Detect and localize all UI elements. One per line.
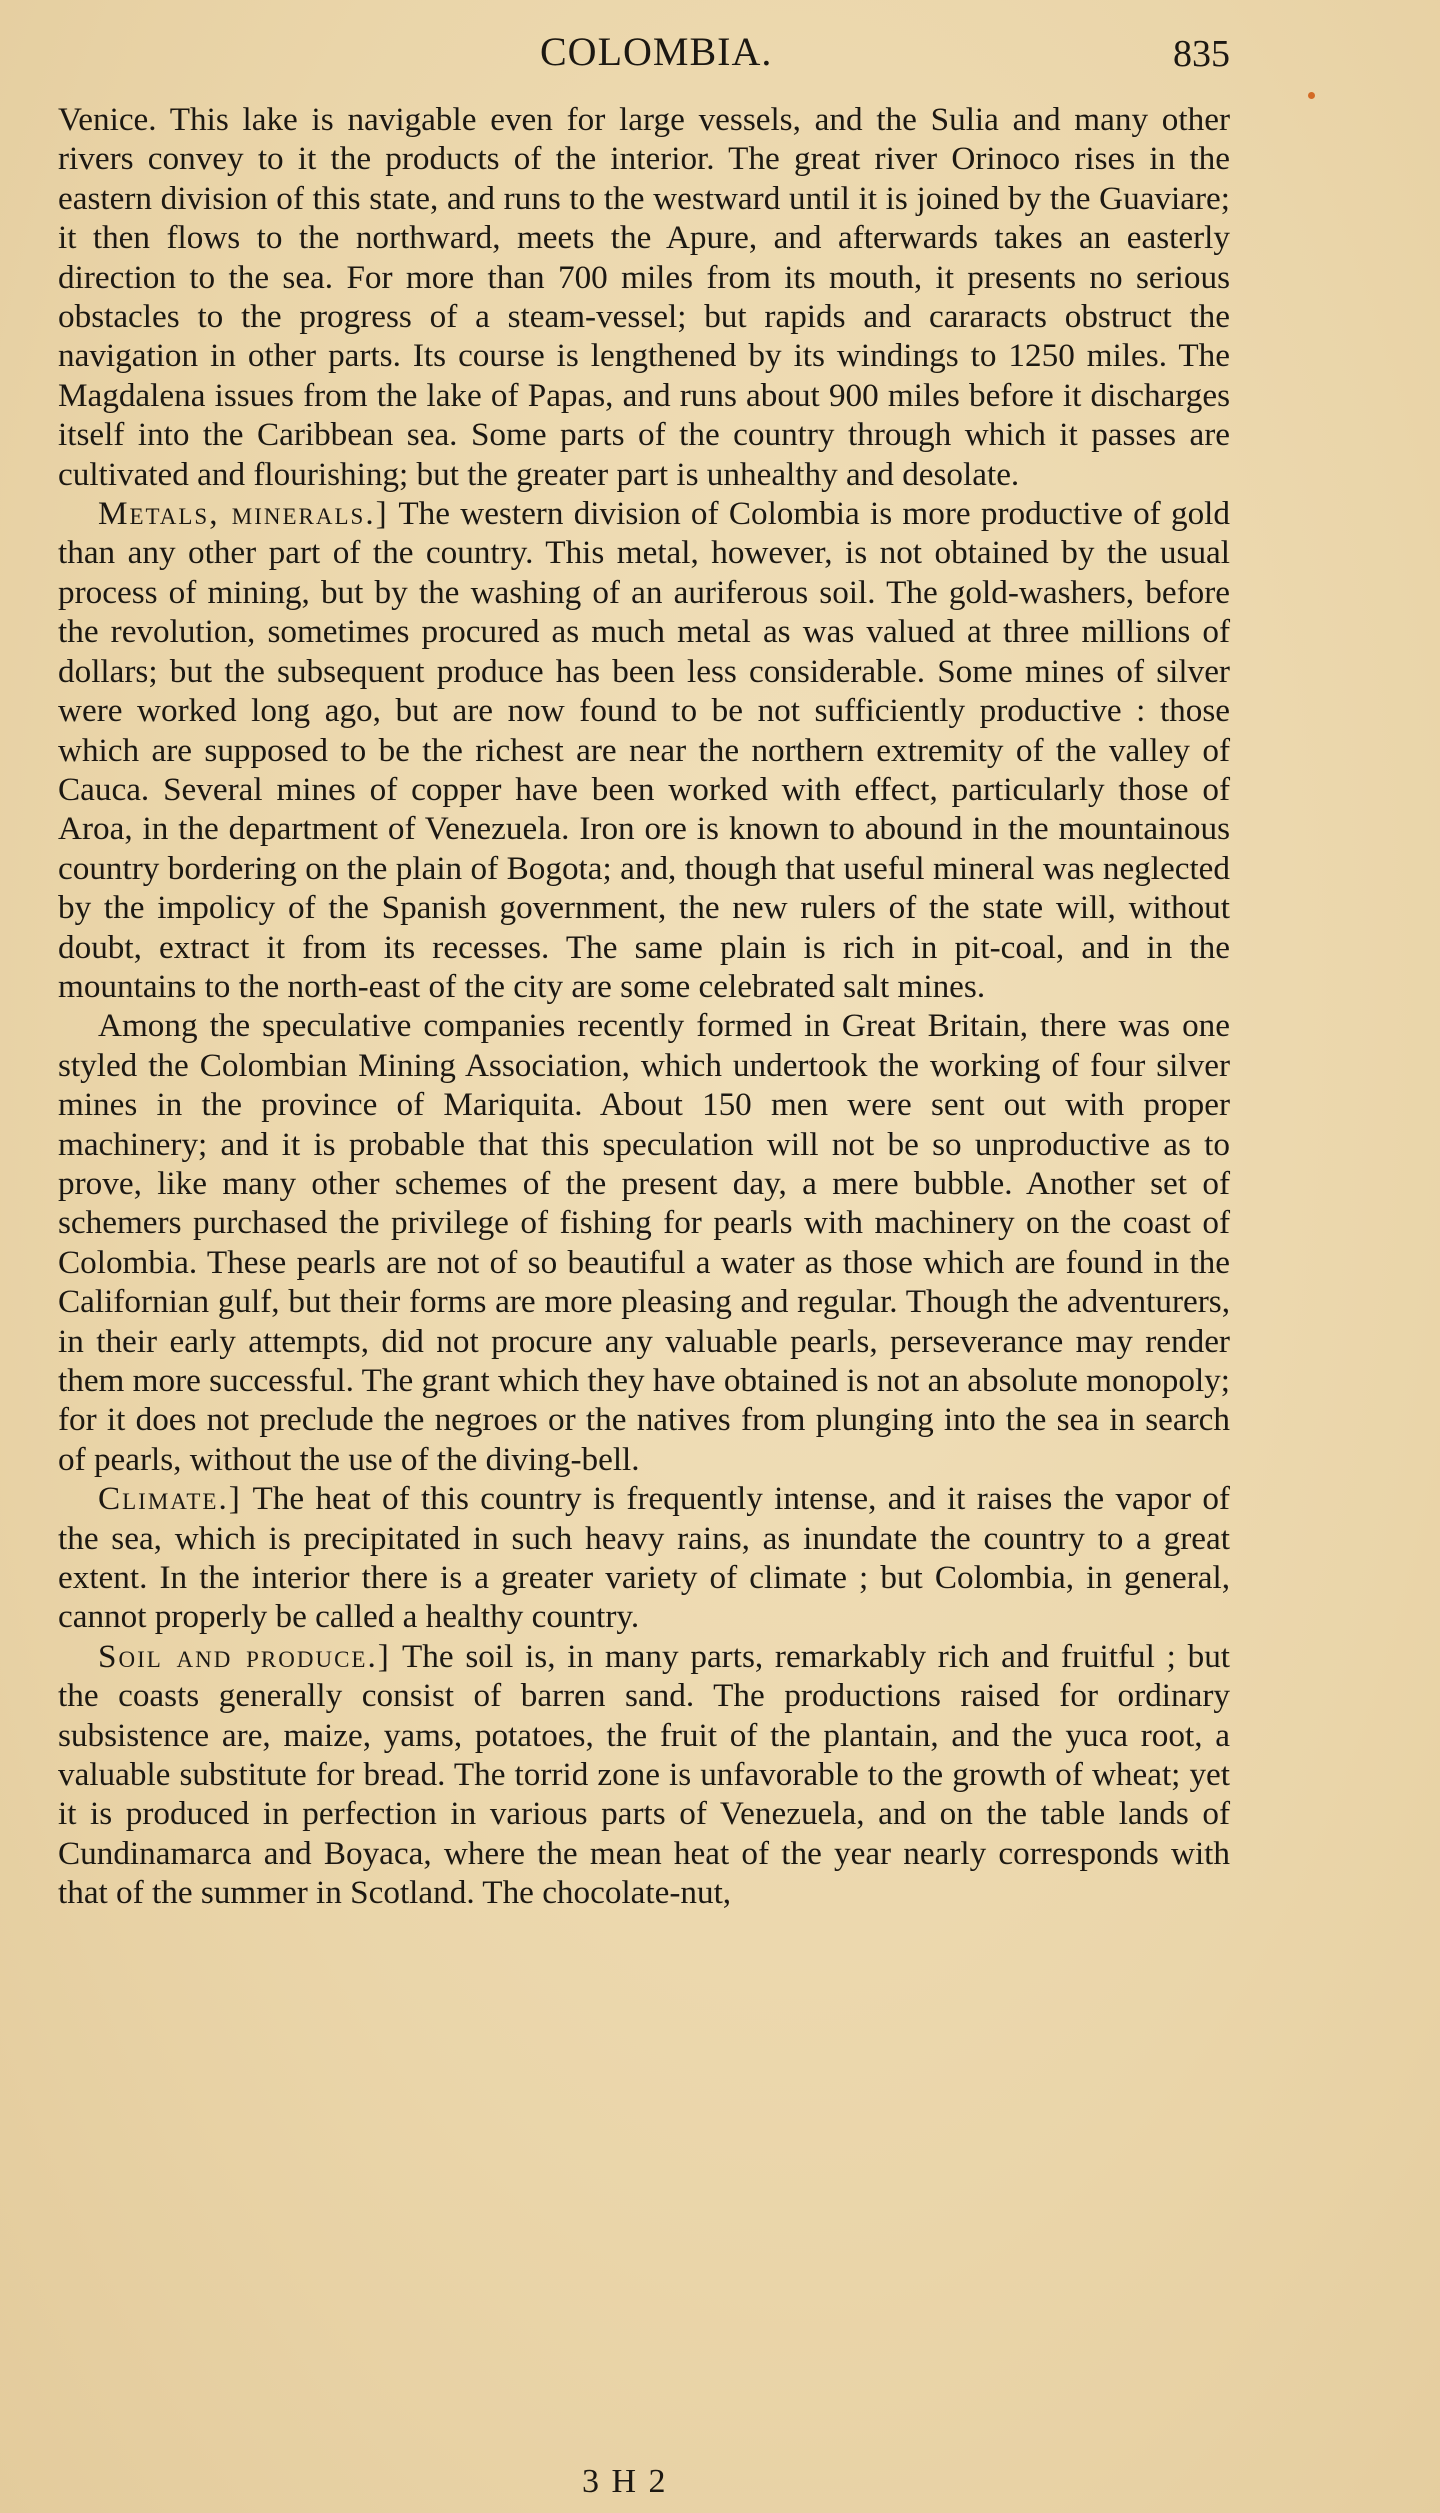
section-heading-climate: Climate.] bbox=[98, 1480, 242, 1518]
paragraph-mining-companies: Among the speculative companies recently formed in Great Britain, there was one styled the Colombian Mining Association, which undertook the working of four silver mines in the province of Mariquita. About 150 men were sent out with proper machinery; and it is probable that this speculation will not be so unproductive as to prove, like many other schemes of the present day, a mere bubble. Another set of schemers purchased the privilege of fishing for pearls with machinery on the coast of Colombia. These pearls are not of so beautiful a water as those which are found in the Californian gulf, but their forms are more pleasing and regular. Though the adventurers, in their early attempts, did not procure any valuable pearls, perseverance may render them more successful. The grant which they have obtained is not an absolute monopoly; for it does not preclude the negroes or the natives from plunging into the sea in search of pearls, without the use of the diving-bell. bbox=[58, 1007, 1230, 1478]
page-number: 835 bbox=[1173, 33, 1230, 75]
ink-spot bbox=[1308, 92, 1315, 99]
paragraph-metals-text: The western division of Colombia is more productive of gold than any other part of the country. This metal, however, is not obtained by the usual process of mining, but by the washing of an auriferous soil. The gold-washers, before the revolution, sometimes procured as much metal as was valued at three millions of dollars; but the subsequent produce has been less considerable. Some mines of silver were worked long ago, but are now found to be not sufficiently productive : those which are supposed to be the richest are near the northern extremity of the valley of Cauca. Several mines of copper have been worked with effect, particularly those of Aroa, in the department of Venezuela. Iron ore is known to abound in the mountainous country bordering on the plain of Bogota; and, though that useful mineral was neglected by the impolicy of the Spanish government, the new rulers of the state will, without doubt, extract it from its recesses. The same plain is rich in pit-coal, and in the mountains to the north-east of the city are some celebrated salt mines. bbox=[58, 495, 1230, 1005]
section-heading-metals: Metals, minerals.] bbox=[98, 495, 389, 533]
paragraph-climate-text: The heat of this country is frequently intense, and it raises the vapor of the sea, which is precipitated in such heavy rains, as inundate the country to a great extent. In the interior there is a greater variety of climate ; but Colombia, in general, cannot properly be called a healthy country. bbox=[58, 1480, 1230, 1636]
paragraph-soil bbox=[58, 1637, 1230, 1913]
section-heading-soil: Soil and produce.] bbox=[98, 1637, 391, 1675]
signature-mark: 3 H 2 bbox=[582, 2463, 668, 2500]
paragraph-soil-text: The soil is, in many parts, remarkably rich and fruitful ; but the coasts generally consist of barren sand. The productions raised for ordinary subsistence are, maize, yams, potatoes, the fruit of the plantain, and the yuca root, a valuable substitute for bread. The torrid zone is unfavorable to the growth of wheat; yet it is produced in perfection in various parts of Venezuela, and on the table lands of Cundinamarca and Boyaca, where the mean heat of the year nearly corresponds with that of the summer in Scotland. The chocolate-nut, bbox=[58, 1637, 1231, 1912]
paragraph-climate bbox=[58, 1479, 1230, 1637]
paragraph-rivers: Venice. This lake is navigable even for large vessels, and the Sulia and many other rivers convey to it the products of the interior. The great river Orinoco rises in the eastern division of this state, and runs to the westward until it is joined by the Guaviare; it then flows to the northward, meets the Apure, and afterwards takes an easterly direction to the sea. For more than 700 miles from its mouth, it presents no serious obstacles to the progress of a steam-vessel; but rapids and cararacts obstruct the navigation in other parts. Its course is lengthened by its windings to 1250 miles. The Magdalena issues from the lake of Papas, and runs about 900 miles before it discharges itself into the Caribbean sea. Some parts of the country through which it passes are cultivated and flourishing; but the greater part is unhealthy and desolate. bbox=[58, 101, 1230, 493]
running-head: COLOMBIA. bbox=[540, 29, 773, 74]
paragraph-metals bbox=[58, 494, 1230, 1006]
body-text bbox=[58, 100, 1230, 1913]
